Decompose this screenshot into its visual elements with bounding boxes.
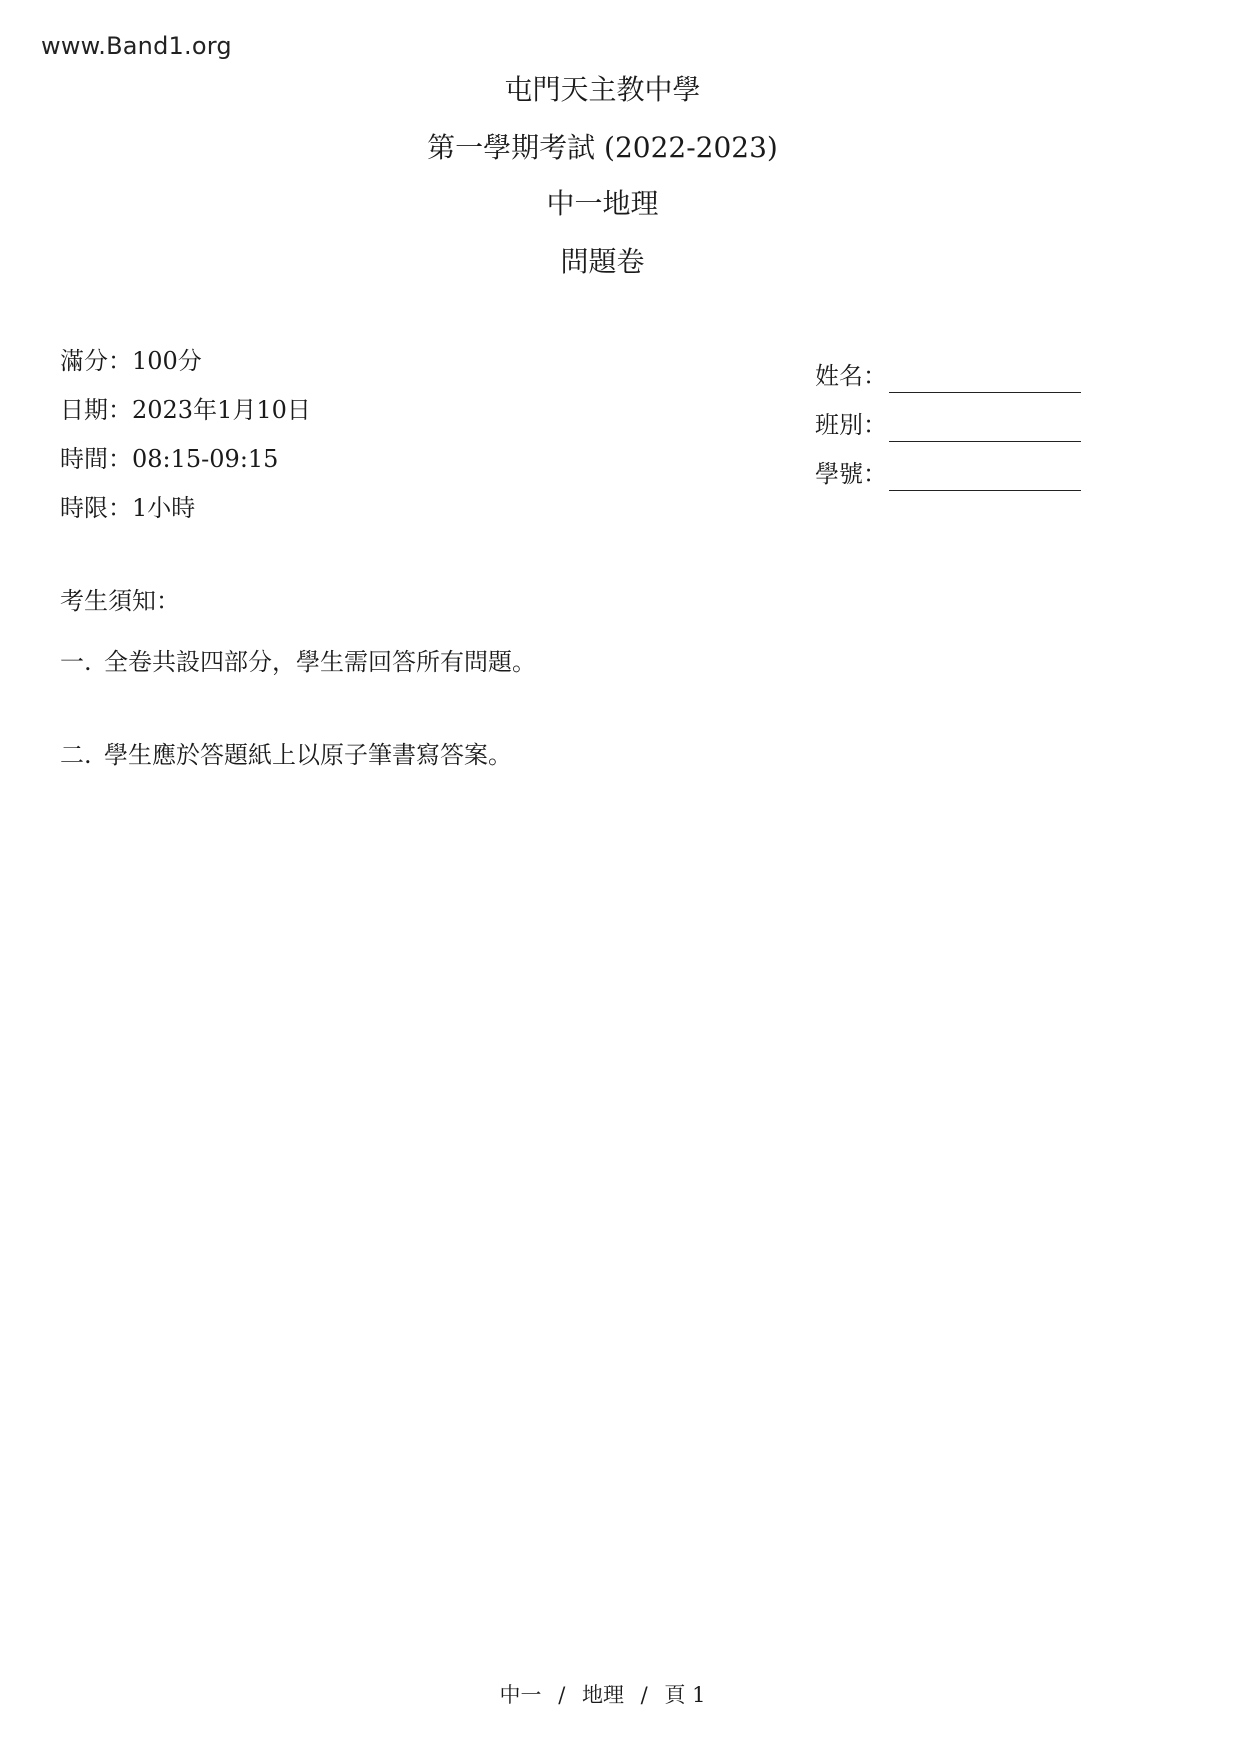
- info-label: 滿分：: [60, 347, 132, 375]
- paper-title: 問題卷: [560, 245, 645, 278]
- info-date: [60, 393, 311, 442]
- field-label: 班別：: [815, 411, 887, 439]
- instruction-text: 全卷共設四部分，學生需回答所有問題。: [104, 648, 536, 676]
- page-footer: [0, 1680, 1205, 1710]
- student-number-blank-line[interactable]: [889, 464, 1081, 491]
- exam-title: 第一學期考試 (2022-2023): [427, 131, 778, 164]
- name-blank-line[interactable]: [889, 366, 1081, 393]
- info-value: 08:15-09:15: [132, 445, 279, 473]
- instruction-number: 一.: [60, 648, 92, 676]
- info-label: 時限：: [60, 494, 132, 522]
- class-blank-line[interactable]: [889, 415, 1081, 442]
- subject-title: 中一地理: [546, 187, 659, 220]
- instructions-title: 考生須知：: [60, 587, 180, 615]
- footer-level: 中一: [499, 1683, 542, 1707]
- info-duration: [60, 491, 311, 540]
- student-fields: [815, 344, 1081, 491]
- footer-separator: /: [558, 1683, 566, 1707]
- school-name: 屯門天主教中學: [504, 73, 701, 106]
- info-full-marks: [60, 344, 311, 393]
- info-value: 2023年1月10日: [132, 396, 311, 424]
- name-field: [815, 344, 1081, 393]
- field-label: 姓名：: [815, 362, 887, 390]
- info-label: 時間：: [60, 445, 132, 473]
- instruction-text: 學生應於答題紙上以原子筆書寫答案。: [104, 741, 512, 769]
- field-label: 學號：: [815, 460, 887, 488]
- info-value: 1小時: [132, 494, 196, 522]
- info-time: [60, 442, 311, 491]
- instruction-item: [60, 645, 536, 679]
- info-value: 100分: [132, 347, 202, 375]
- footer-separator: /: [640, 1683, 648, 1707]
- info-label: 日期：: [60, 396, 132, 424]
- footer-subject: 地理: [581, 1683, 624, 1707]
- instruction-number: 二.: [60, 741, 92, 769]
- instruction-item: [60, 738, 512, 772]
- footer-page-number: 頁 1: [664, 1683, 706, 1707]
- exam-info: [60, 344, 311, 540]
- watermark-url: www.Band1.org: [41, 32, 232, 60]
- student-number-field: [815, 442, 1081, 491]
- class-field: [815, 393, 1081, 442]
